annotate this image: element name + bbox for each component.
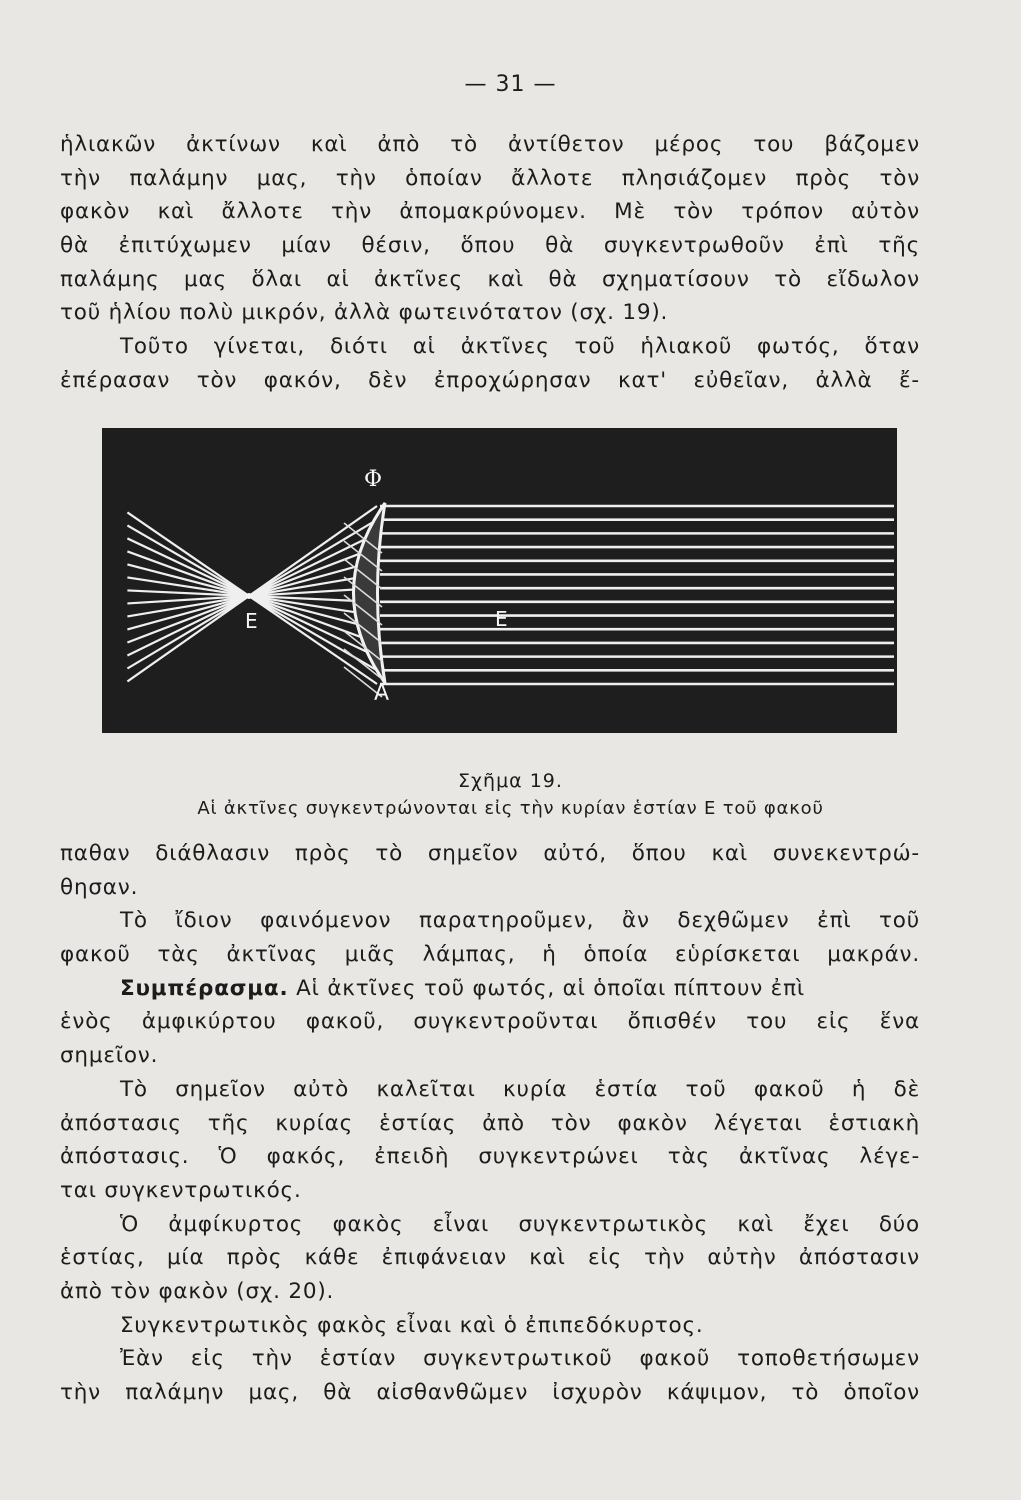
text-line: ται συγκεντρωτικός. bbox=[60, 1177, 302, 1203]
text-line: Συγκεντρωτικὸς φακὸς εἶναι καὶ ὁ ἐπιπεδόκυρτος. bbox=[120, 1312, 704, 1338]
conclusion-heading: Συμπέρασμα. bbox=[120, 975, 289, 1001]
bottom-text-block bbox=[60, 837, 920, 1410]
text-line: θησαν. bbox=[60, 874, 139, 900]
text-line: σημεῖον. bbox=[60, 1043, 159, 1069]
text-line: φακὸν καὶ ἄλλοτε τὴν ἀπομακρύνομεν. Μὲ τὸν τρόπον αὐτὸν bbox=[60, 199, 920, 225]
text-line: τοῦ ἡλίου πολὺ μικρόν, ἀλλὰ φωτεινότατον (σχ. 19). bbox=[60, 300, 669, 326]
text-line: Αἱ ἀκτῖνες τοῦ φωτός, αἱ ὁποῖαι πίπτουν ἐπὶ bbox=[296, 975, 805, 1001]
conclusion-line bbox=[60, 972, 920, 1006]
text-line: ἑνὸς ἀμφικύρτου φακοῦ, συγκεντροῦνται ὄπισθέν του εἰς ἕνα bbox=[60, 1009, 920, 1035]
figure-caption-text: Αἱ ἀκτῖνες συγκεντρώνονται εἰς τὴν κυρίαν ἑστίαν Ε τοῦ φακοῦ bbox=[197, 798, 824, 819]
text-line: παθαν διάθλασιν πρὸς τὸ σημεῖον αὐτό, ὅπου καὶ συνεκεντρώ- bbox=[60, 841, 920, 866]
page-number: — 31 — bbox=[464, 72, 557, 97]
text-line: Ἐὰν εἰς τὴν ἑστίαν συγκεντρωτικοῦ φακοῦ τοποθετήσωμεν bbox=[120, 1346, 920, 1372]
focus-point bbox=[246, 593, 252, 599]
lens-figure bbox=[102, 428, 897, 733]
parallel-rays bbox=[380, 506, 894, 684]
text-line: ἀπόστασις. Ὁ φακός, ἐπειδὴ συγκεντρώνει τὰς ἀκτῖνας λέγε- bbox=[60, 1144, 920, 1170]
text-line: φακοῦ τὰς ἀκτῖνας μιᾶς λάμπας, ἡ ὁποία εὑρίσκεται μακράν. bbox=[60, 942, 920, 968]
text-line: ἀπόστασις τῆς κυρίας ἑστίας ἀπὸ τὸν φακὸν λέγεται ἑστιακὴ bbox=[60, 1110, 920, 1136]
label-phi: Φ bbox=[364, 467, 383, 492]
text-line: παλάμης μας ὅλαι αἱ ἀκτῖνες καὶ θὰ σχηματίσουν τὸ εἴδωλον bbox=[60, 266, 920, 292]
text-line: Τὸ σημεῖον αὐτὸ καλεῖται κυρία ἑστία τοῦ φακοῦ ἡ δὲ bbox=[120, 1076, 920, 1102]
label-focus: Ε bbox=[245, 609, 258, 633]
text-line: Τὸ ἴδιον φαινόμενον παρατηροῦμεν, ἂν δεχθῶμεν ἐπὶ τοῦ bbox=[120, 908, 920, 934]
text-line: ἐπέρασαν τὸν φακόν, δὲν ἐπροχώρησαν κατ' εὐθεῖαν, ἀλλὰ ἔ- bbox=[60, 367, 920, 393]
ray-line bbox=[127, 512, 377, 684]
text-line: Τοῦτο γίνεται, διότι αἱ ἀκτῖνες τοῦ ἡλιακοῦ φωτός, ὅταν bbox=[120, 334, 920, 360]
text-line: θὰ ἐπιτύχωμεν μίαν θέσιν, ὅπου θὰ συγκεντρωθοῦν ἐπὶ τῆς bbox=[60, 233, 920, 259]
top-text-block bbox=[60, 128, 920, 398]
text-line: τὴν παλάμην μας, τὴν ὁποίαν ἄλλοτε πλησιάζομεν πρὸς τὸν bbox=[60, 165, 920, 191]
text-line: ἡλιακῶν ἀκτίνων καὶ ἀπὸ τὸ ἀντίθετον μέρος του βάζομεν bbox=[60, 132, 920, 157]
text-line: ἀπὸ τὸν φακὸν (σχ. 20). bbox=[60, 1278, 335, 1304]
text-line: ἑστίας, μία πρὸς κάθε ἐπιφάνειαν καὶ εἰς τὴν αὐτὴν ἀπόστασιν bbox=[60, 1245, 920, 1271]
text-line: Ὁ ἀμφίκυρτος φακὸς εἶναι συγκεντρωτικὸς καὶ ἔχει δύο bbox=[120, 1211, 920, 1237]
text-line: τὴν παλάμην μας, θὰ αἰσθανθῶμεν ἰσχυρὸν κάψιμον, τὸ ὁποῖον bbox=[60, 1380, 920, 1405]
figure-caption-title: Σχῆμα 19. bbox=[458, 770, 563, 792]
label-right: Ε bbox=[495, 607, 508, 631]
converging-rays bbox=[127, 506, 377, 684]
label-alpha: Α bbox=[374, 681, 390, 706]
lens-diagram bbox=[102, 428, 897, 733]
